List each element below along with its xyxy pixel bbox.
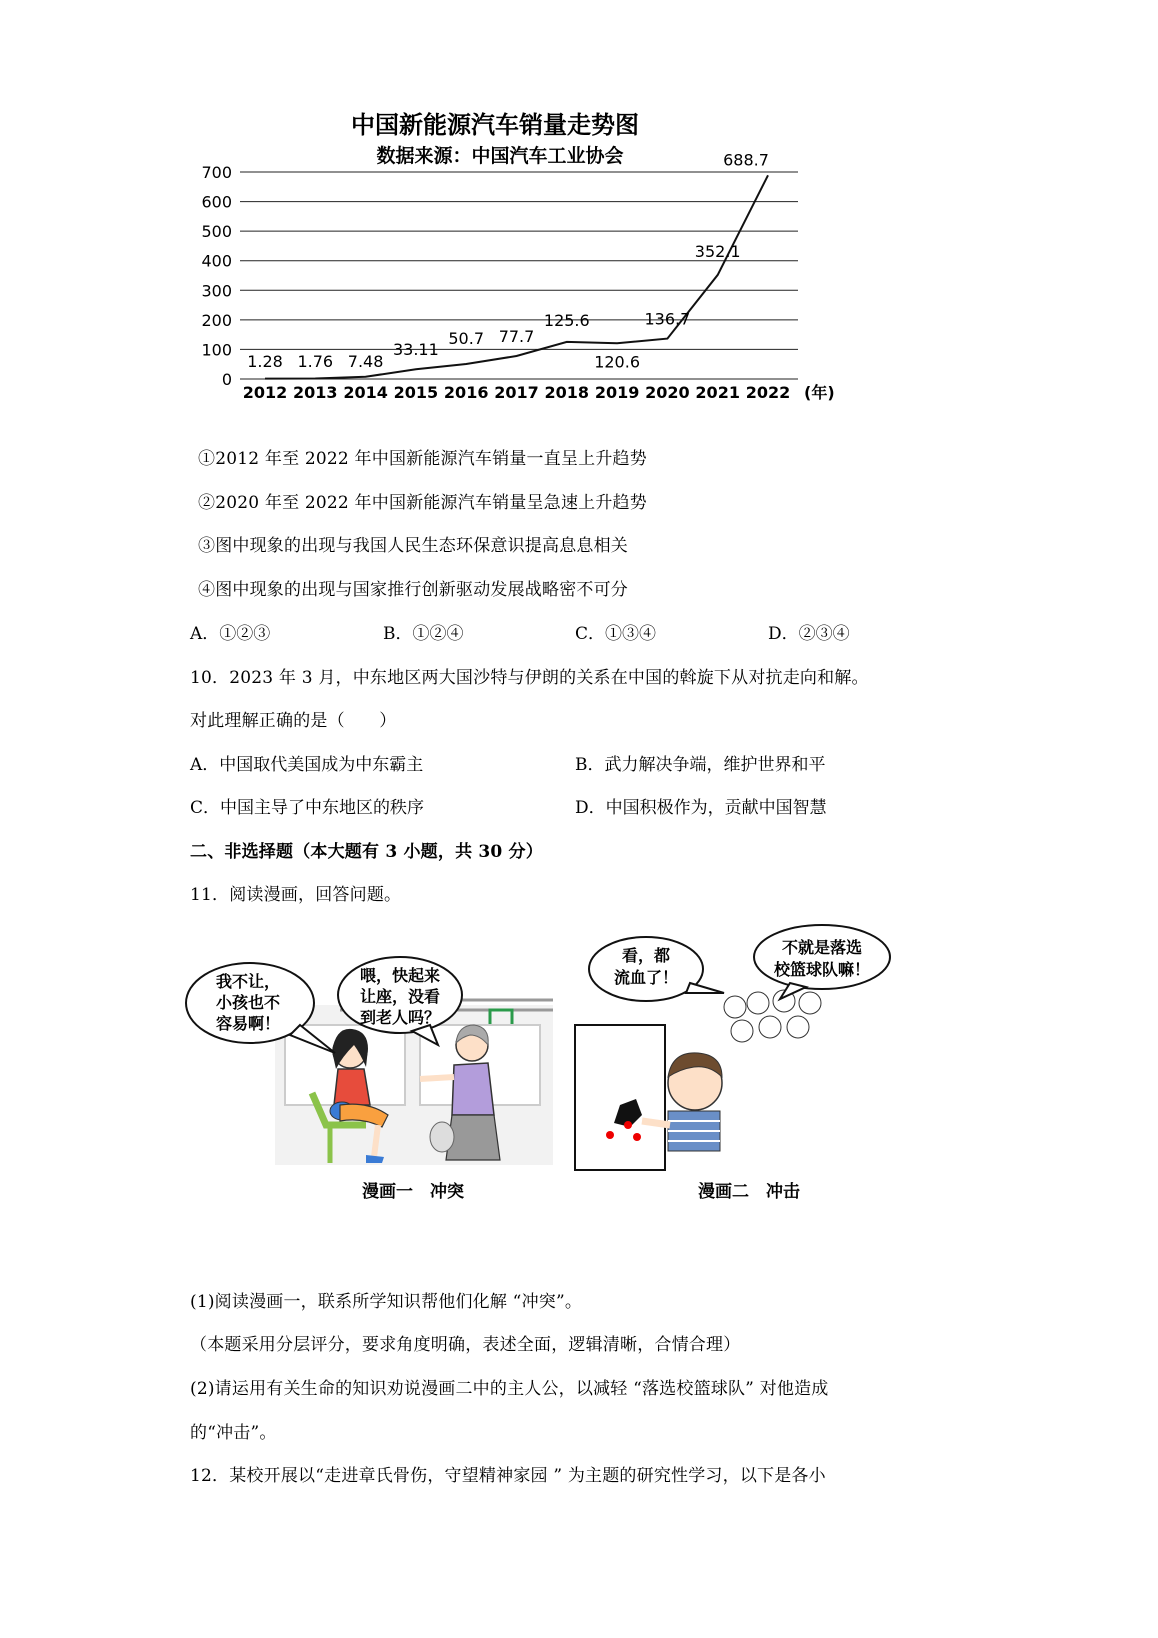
x-tick-label: 2013 (293, 383, 338, 402)
y-tick-label: 400 (201, 251, 232, 271)
comic2-left-line2: 流血了！ (613, 968, 679, 987)
data-label: 7.48 (347, 352, 384, 371)
data-label: 77.7 (498, 327, 535, 347)
q10-option-b: B．武力解决争端，维护世界和平 (575, 755, 826, 775)
data-label: 1.28 (247, 352, 283, 371)
comic-illustrations (190, 938, 910, 1265)
comic2-onlookers (724, 990, 821, 1042)
x-tick-label: 2012 (242, 383, 288, 402)
x-axis-ticks (243, 383, 791, 402)
comic1-right-line1: 喂，快起来 (359, 966, 441, 985)
data-label: 688.7 (723, 150, 769, 170)
q10-option-d: D．中国积极作为，贡献中国智慧 (575, 798, 827, 818)
y-tick-label: 500 (201, 222, 232, 242)
x-tick-label: 2015 (393, 383, 439, 402)
comic1-caption: 漫画一 冲突 (362, 1182, 464, 1202)
chart-subtitle: 数据来源：中国汽车工业协会 (376, 145, 624, 167)
q10-stem-line2: 对此理解正确的是（ ） (190, 711, 397, 731)
x-tick-label: 2018 (544, 383, 590, 402)
q11-sub2-line1: (2)请运用有关生命的知识劝说漫画二中的主人公，以减轻 “落选校篮球队” 对他造成 (190, 1379, 829, 1399)
x-tick-label: 2021 (695, 383, 740, 402)
y-tick-label: 300 (201, 281, 232, 301)
statement-2: ②2020 年至 2022 年中国新能源汽车销量呈急速上升趋势 (198, 493, 647, 513)
comic2-caption: 漫画二 冲击 (698, 1182, 800, 1202)
x-tick-label: 2017 (494, 383, 539, 402)
chart-gridlines (240, 172, 798, 379)
sales-line-chart (190, 100, 890, 430)
y-tick-label: 700 (201, 163, 232, 182)
y-axis-ticks (201, 163, 232, 389)
comic2-wall (575, 1025, 665, 1170)
q11-sub1-note: （本题采用分层评分，要求角度明确，表述全面，逻辑清晰，合情合理） (190, 1335, 741, 1355)
x-tick-label: 2019 (594, 383, 640, 402)
data-label: 352.1 (694, 241, 741, 261)
comic1-left-line1: 我不让， (215, 972, 281, 991)
comic2-left-line1: 看，都 (621, 946, 671, 965)
q11-sub2-line2: 的“冲击”。 (190, 1423, 277, 1443)
x-tick-label: 2014 (343, 383, 388, 402)
x-axis-unit: (年) (804, 383, 835, 402)
comic1-right-line2: 让座，没看 (359, 987, 441, 1006)
comic2-speech-bubble-left (589, 937, 724, 1001)
comic1-left-line2: 小孩也不 (215, 993, 281, 1012)
comic2-speech-bubble-right (754, 925, 890, 999)
chart-title: 中国新能源汽车销量走势图 (351, 111, 639, 139)
statement-4: ④图中现象的出现与国家推行创新驱动发展战略密不可分 (198, 580, 628, 600)
q9-option-c: C．①③④ (575, 624, 657, 644)
y-tick-label: 200 (201, 310, 232, 330)
data-label: 50.7 (448, 329, 485, 349)
q10-stem-line1: 10．2023 年 3 月，中东地区两大国沙特与伊朗的关系在中国的斡旋下从对抗走向和解。 (190, 668, 869, 688)
q10-option-c: C．中国主导了中东地区的秩序 (190, 798, 425, 818)
statement-3: ③图中现象的出现与我国人民生态环保意识提高息息相关 (198, 536, 628, 556)
data-label: 136.7 (644, 309, 691, 329)
comic1-right-line3: 到老人吗？ (359, 1008, 441, 1027)
y-tick-label: 100 (201, 340, 232, 360)
q11-sub1: (1)阅读漫画一，联系所学知识帮他们化解 “冲突”。 (190, 1292, 583, 1312)
q9-option-b: B．①②④ (383, 624, 464, 644)
data-label: 120.6 (594, 352, 641, 372)
comic1-left-line3: 容易啊！ (215, 1014, 281, 1033)
q11-stem: 11．阅读漫画，回答问题。 (190, 885, 402, 905)
x-tick-label: 2020 (645, 383, 690, 402)
q10-option-a: A．中国取代美国成为中东霸主 (190, 755, 424, 775)
y-tick-label: 0 (221, 370, 232, 389)
section-heading: 二、非选择题（本大题有 3 小题，共 30 分） (190, 842, 543, 862)
x-tick-label: 2016 (443, 383, 489, 402)
comic1-speech-bubble-left (186, 963, 335, 1053)
q12-stem-line1: 12．某校开展以“走进章氏骨伤，守望精神家园 ” 为主题的研究性学习，以下是各小 (190, 1466, 826, 1486)
x-tick-label: 2022 (745, 383, 791, 402)
comic2-right-line1: 不就是落选 (781, 938, 863, 957)
data-label: 1.76 (297, 352, 334, 371)
statement-1: ①2012 年至 2022 年中国新能源汽车销量一直呈上升趋势 (198, 449, 647, 469)
q9-option-a: A．①②③ (190, 624, 271, 644)
sales-series-line (265, 175, 768, 378)
data-label: 33.11 (392, 340, 439, 360)
q9-option-d: D．②③④ (768, 624, 850, 644)
comic2-right-line2: 校篮球队嘛！ (773, 960, 871, 979)
data-label: 125.6 (543, 310, 590, 330)
y-tick-label: 600 (201, 192, 232, 212)
